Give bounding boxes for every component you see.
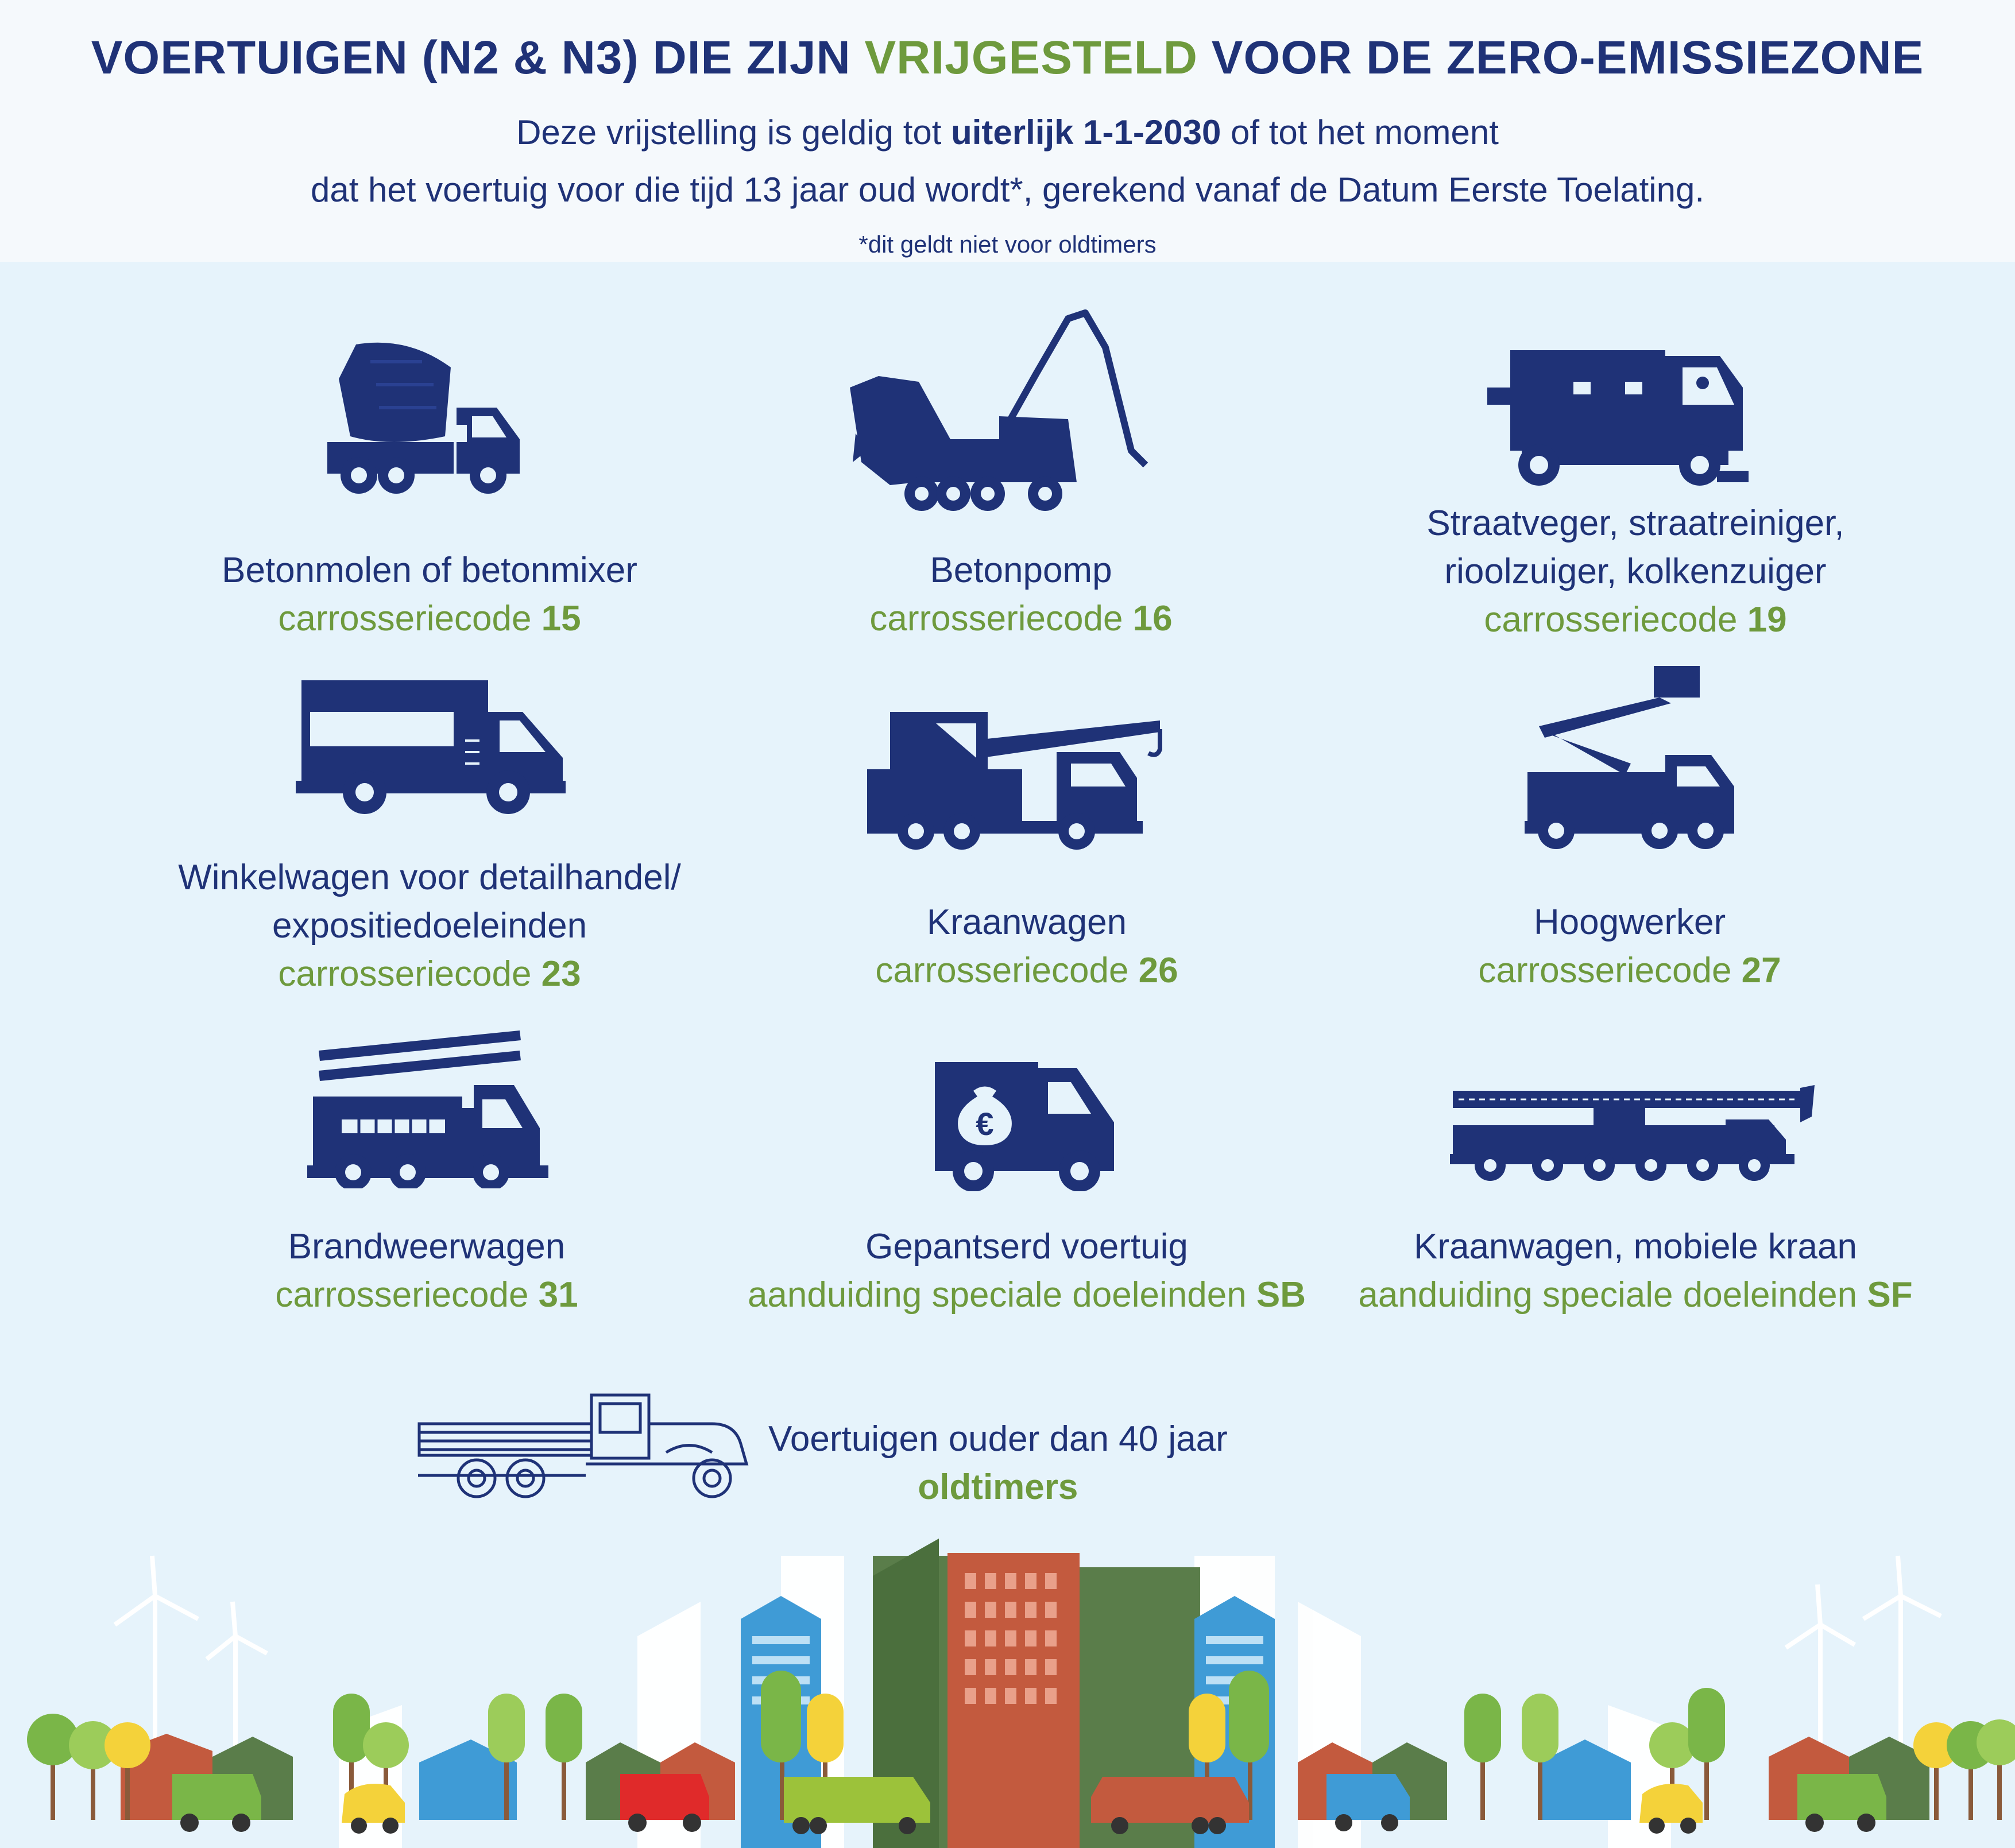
caption-betonmixer: Betonmolen of betonmixer carrosseriecode 15	[222, 551, 637, 638]
fire-truck-icon	[307, 1028, 554, 1188]
vintage-truck-icon	[413, 1389, 764, 1504]
cement-mixer-icon	[322, 339, 534, 494]
street-sweeper-icon	[1487, 342, 1751, 491]
caption-mobiele-kraan: Kraanwagen, mobiele kraan aanduiding speciale doeleinden SF	[1358, 1227, 1913, 1315]
caption-oldtimers: Voertuigen ouder dan 40 jaar oldtimers	[768, 1419, 1228, 1507]
caption-gepantserd: Gepantserd voertuig aanduiding speciale doeleinden SB	[747, 1227, 1306, 1315]
page-title: VOERTUIGEN (N2 & N3) DIE ZIJN VRIJGESTELD VOOR DE ZERO-EMISSIEZONE	[91, 32, 1924, 84]
title-highlight: VRIJGESTELD	[864, 32, 1198, 84]
subtitle-line-1: Deze vrijstelling is geldig tot uiterlijk 1-1-2030 of tot het moment	[516, 113, 1499, 152]
city-skyline-illustration	[0, 1521, 2015, 1848]
mobile-crane-icon	[1450, 1082, 1817, 1185]
armored-vehicle-icon	[930, 1059, 1120, 1191]
caption-winkelwagen: Winkelwagen voor detailhandel/ expositiedoeleinden carrosseriecode 23	[178, 858, 681, 994]
shop-truck-icon	[293, 677, 568, 815]
caption-straatveger: Straatveger, straatreiniger, rioolzuiger, kolkenzuiger carrosseriecode 19	[1426, 503, 1844, 640]
caption-betonpomp: Betonpomp carrosseriecode 16	[869, 551, 1173, 638]
subtitle-line-2: dat het voertuig voor die tijd 13 jaar oud wordt*, gerekend vanaf de Datum Eerste Toelating.	[310, 171, 1705, 209]
aerial-platform-icon	[1516, 663, 1746, 853]
concrete-pump-icon	[844, 307, 1212, 514]
svg-text:€: €	[976, 1106, 994, 1142]
crane-truck-icon	[867, 706, 1177, 855]
caption-kraanwagen: Kraanwagen carrosseriecode 26	[875, 902, 1178, 990]
caption-hoogwerker: Hoogwerker carrosseriecode 27	[1478, 902, 1781, 990]
caption-brandweerwagen: Brandweerwagen carrosseriecode 31	[275, 1227, 578, 1315]
footnote: *dit geldt niet voor oldtimers	[858, 231, 1157, 258]
